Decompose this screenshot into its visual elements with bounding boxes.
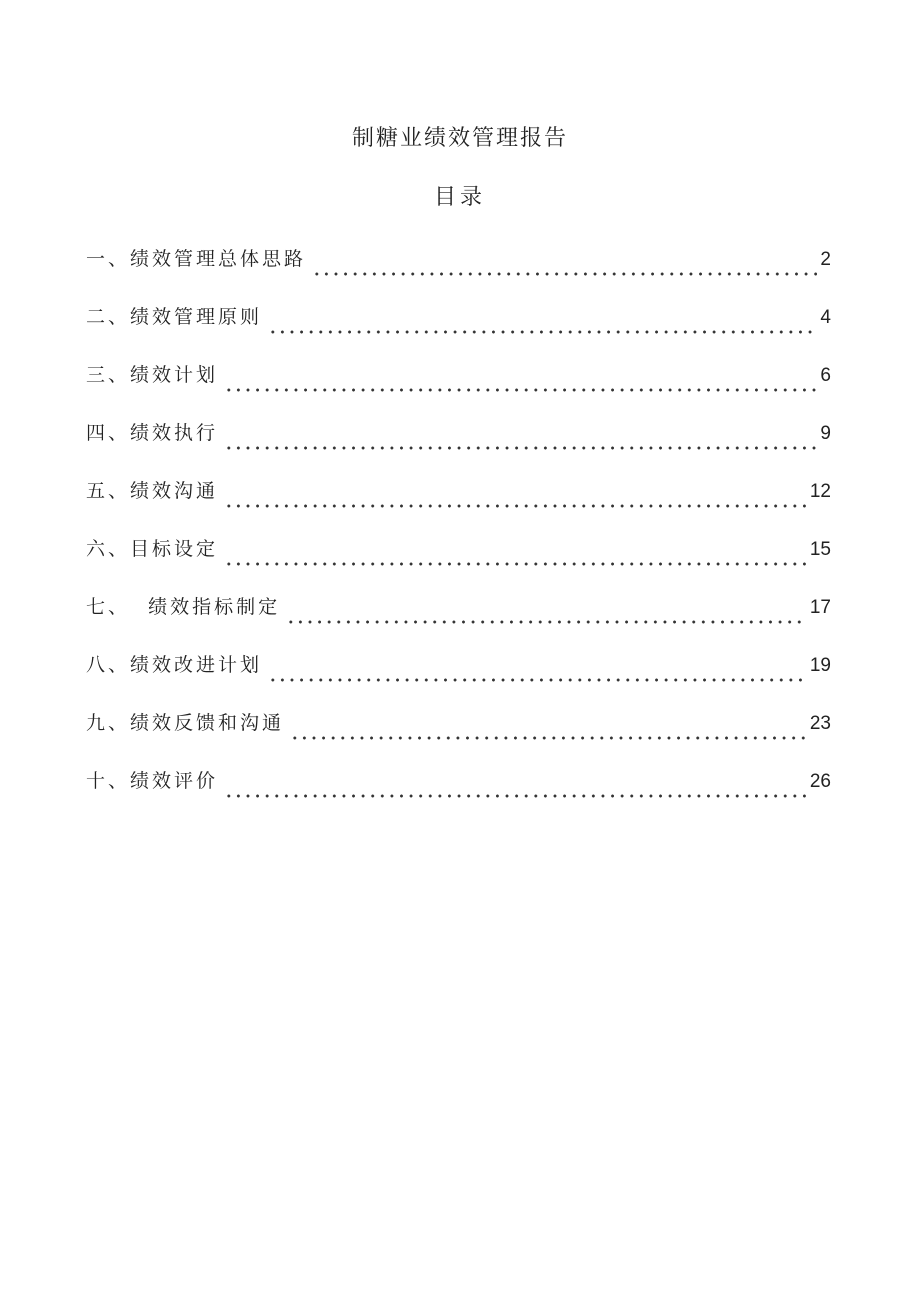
toc-dot-leader [286, 620, 807, 624]
table-of-contents [86, 243, 831, 823]
toc-entry[interactable] [86, 533, 831, 591]
toc-dot-leader [268, 678, 807, 682]
toc-entry-page: 23 [809, 713, 831, 734]
toc-dot-leader [268, 330, 817, 334]
toc-entry[interactable] [86, 243, 831, 301]
toc-entry-page: 6 [820, 365, 831, 386]
toc-entry-label: 八、绩效改进计划 [86, 654, 263, 676]
toc-entry-page: 26 [809, 771, 831, 792]
toc-heading: 目录 [433, 185, 486, 210]
toc-entry-page: 9 [820, 423, 831, 444]
toc-entry-label: 九、绩效反馈和沟通 [86, 712, 285, 734]
toc-entry[interactable] [86, 765, 831, 823]
toc-entry-label: 六、目标设定 [86, 538, 219, 560]
toc-entry[interactable] [86, 301, 831, 359]
toc-dot-leader [224, 504, 807, 508]
toc-entry-label: 二、绩效管理原则 [86, 306, 263, 328]
toc-entry[interactable] [86, 359, 831, 417]
toc-dot-leader [224, 562, 807, 566]
toc-dot-leader [224, 446, 817, 450]
document-title: 制糖业绩效管理报告 [351, 126, 568, 151]
toc-dot-leader [224, 388, 817, 392]
toc-entry[interactable] [86, 591, 831, 649]
toc-entry[interactable] [86, 475, 831, 533]
toc-entry-page: 17 [809, 597, 831, 618]
toc-entry-label: 十、绩效评价 [86, 770, 219, 792]
toc-entry-page: 15 [809, 539, 831, 560]
toc-entry-label: 四、绩效执行 [86, 422, 219, 444]
toc-entry-page: 4 [820, 307, 831, 328]
toc-entry[interactable] [86, 649, 831, 707]
toc-dot-leader [290, 736, 807, 740]
toc-entry-page: 2 [820, 249, 831, 270]
toc-entry-page: 19 [809, 655, 831, 676]
toc-dot-leader [312, 272, 817, 276]
toc-dot-leader [224, 794, 807, 798]
toc-entry-label: 三、绩效计划 [86, 364, 219, 386]
toc-entry[interactable] [86, 417, 831, 475]
toc-entry[interactable] [86, 707, 831, 765]
toc-entry-label: 一、绩效管理总体思路 [86, 248, 307, 270]
toc-entry-label: 七、 绩效指标制定 [86, 596, 281, 618]
toc-entry-page: 12 [809, 481, 831, 502]
toc-entry-label: 五、绩效沟通 [86, 480, 219, 502]
